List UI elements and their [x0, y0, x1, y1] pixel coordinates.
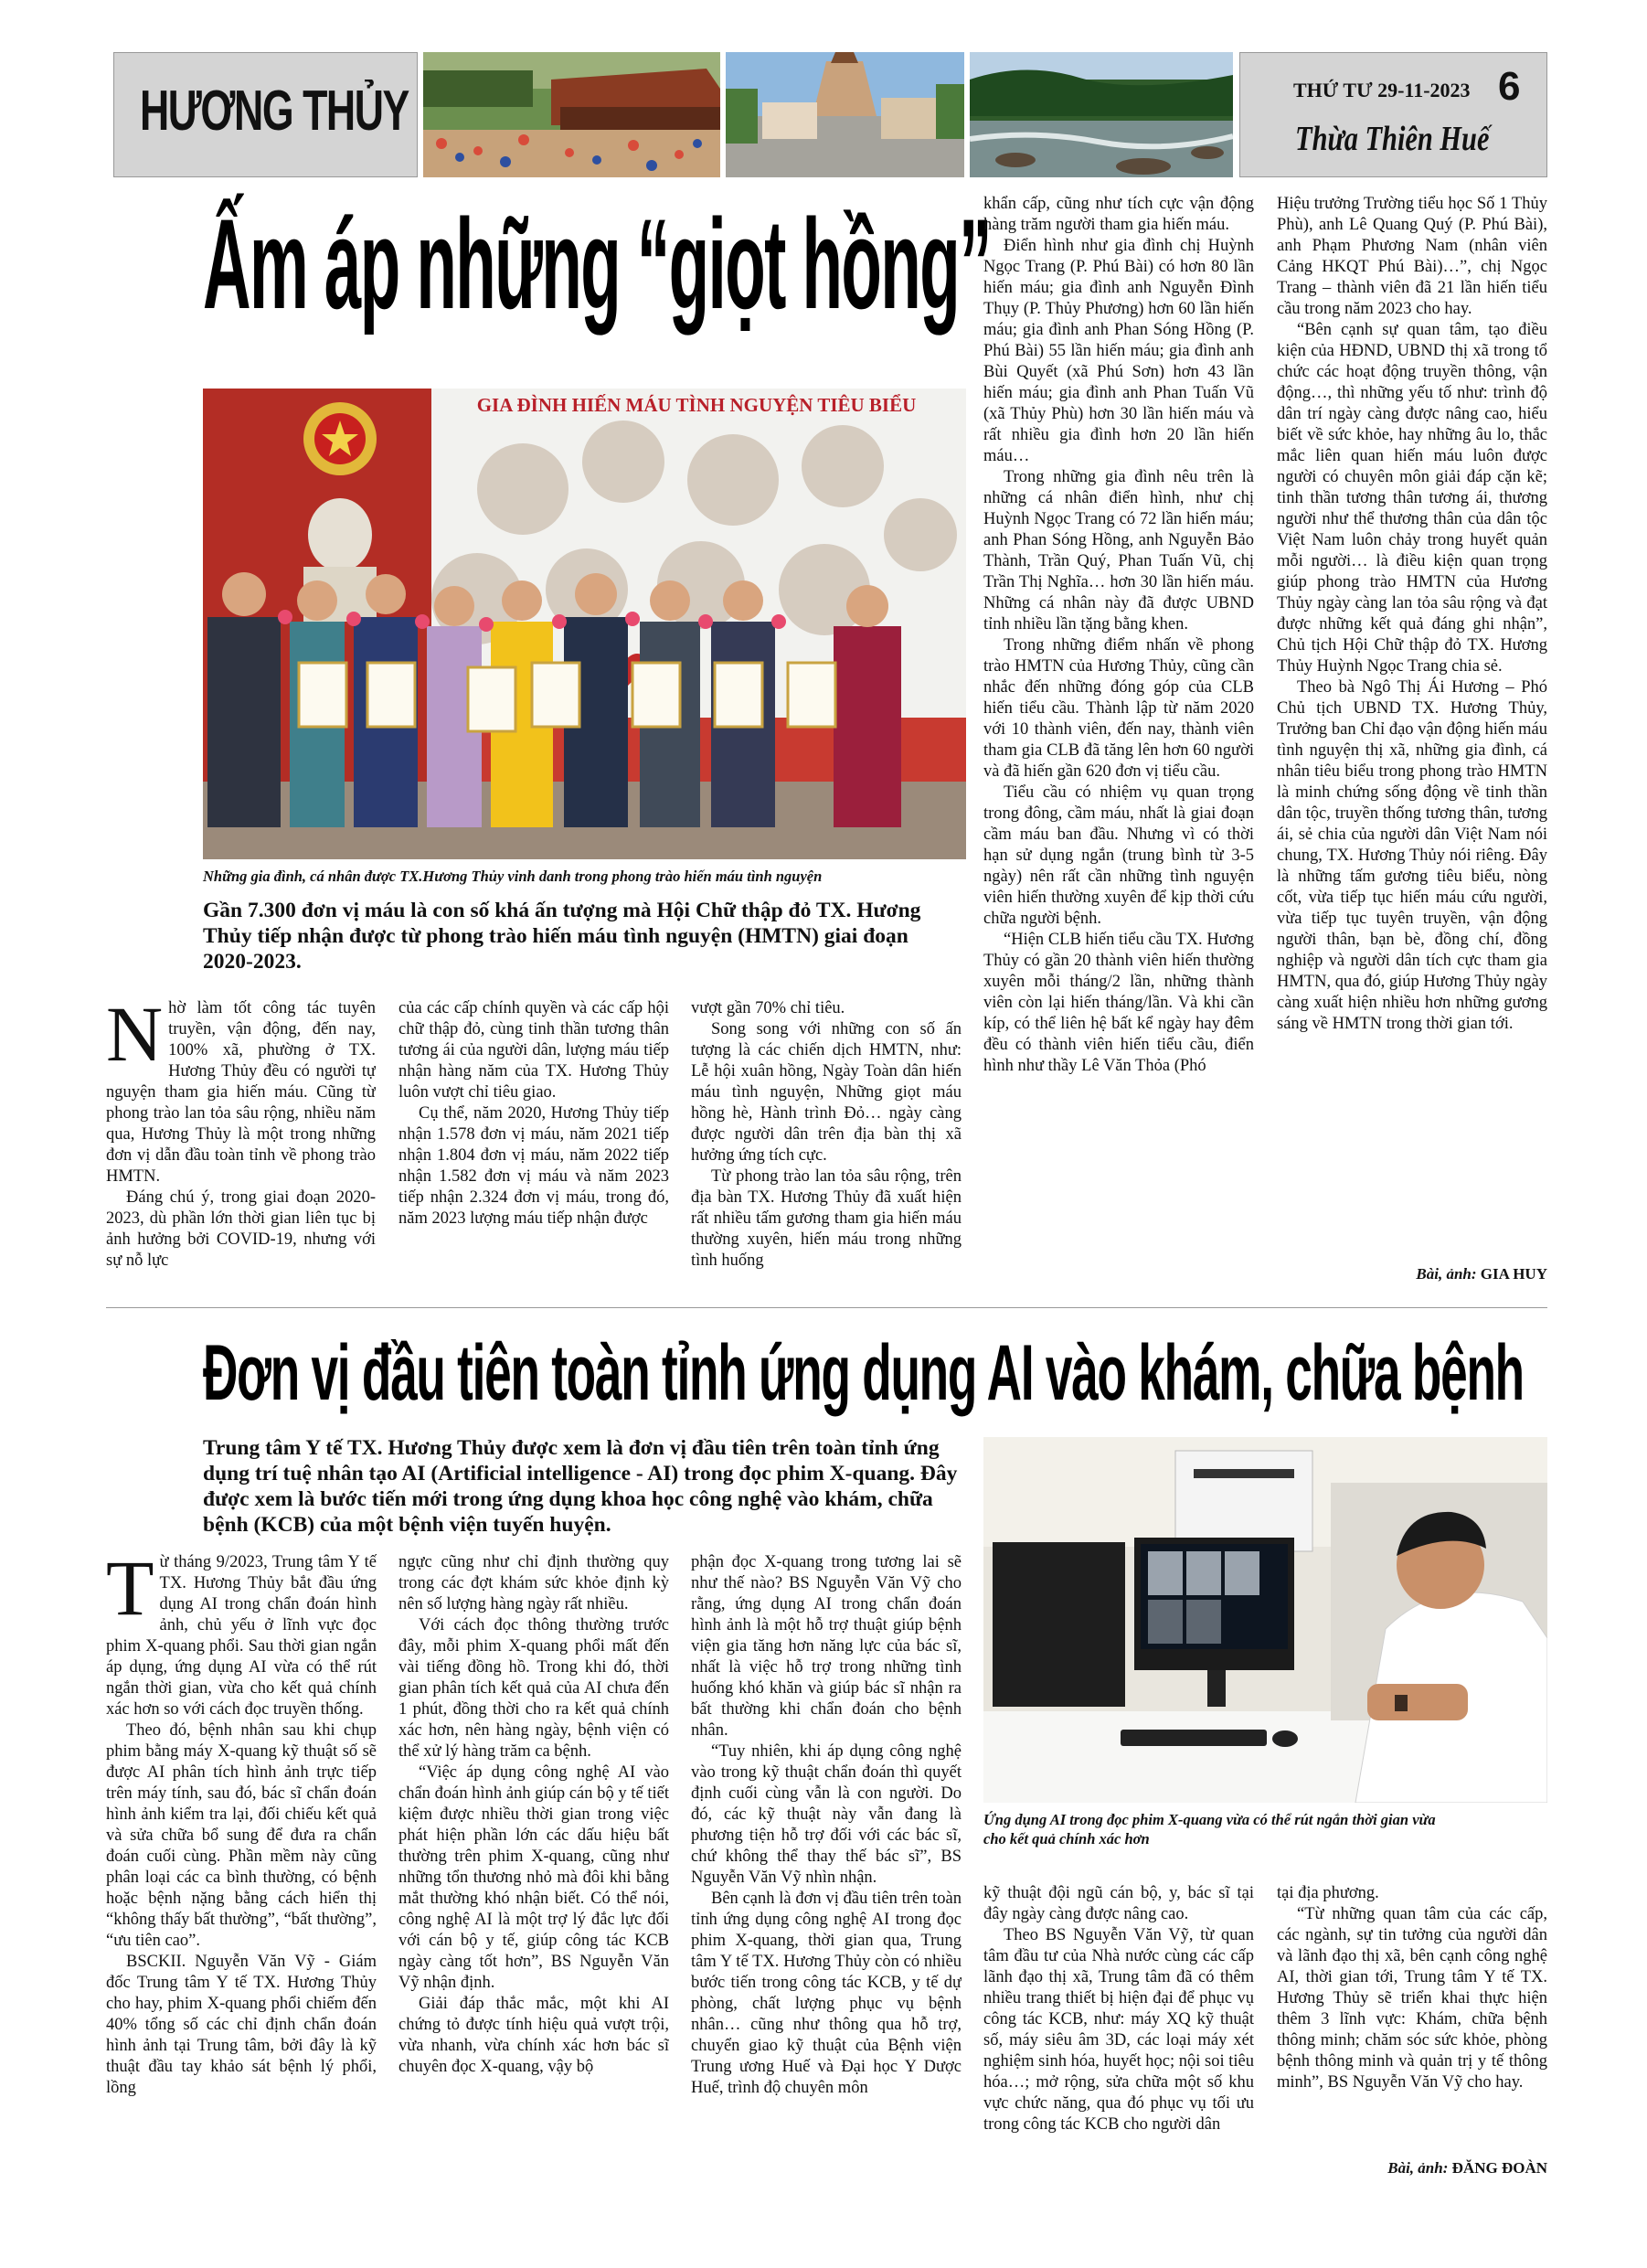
photo-banner-text: GIA ĐÌNH HIẾN MÁU TÌNH NGUYỆN TIÊU BIỂU — [476, 394, 917, 416]
paragraph: “Hiện CLB hiến tiểu cầu TX. Hương Thủy có gần 20 thành viên hiến thường xuyên mỗi tháng/2 lần, những thành viên còn lại hiến tháng/lần. Và khi cần kíp, có thể liên hệ bất kể ngày hay đêm đều có thành viên hiến tiểu cầu, điển hình như thầy Lê Văn Thỏa (Phó — [983, 931, 1254, 1075]
article1-title: Ấm áp những “giọt hồng” — [203, 192, 991, 335]
blood-donor-ceremony-photo — [203, 389, 966, 859]
paragraph: ừ tháng 9/2023, Trung tâm Y tế TX. Hương Thủy bắt đầu ứng dụng AI trong chẩn đoán hình ảnh, chủ yếu ở lĩnh vực đọc phim X-quang phổi. Sau thời gian ngắn áp dụng, ứng dụng AI vừa có thể rút ngắn thời gian, vừa cho kết quả chính xác hơn so với cách đọc truyền thống. — [106, 1553, 377, 1719]
article2-dropcap: T — [106, 1552, 154, 1632]
article1-caption: Những gia đình, cá nhân được TX.Hương Thủy vinh danh trong phong trào hiến máu tình nguyện — [203, 868, 823, 885]
paragraph: kỹ thuật đội ngũ cán bộ, y, bác sĩ tại đây ngày càng được nâng cao. — [983, 1884, 1254, 1923]
paragraph: “Việc áp dụng công nghệ AI vào chẩn đoán hình ảnh giúp cán bộ y tế tiết kiệm được nhiều thời gian trong việc phát hiện phần lớn các dấu hiệu bất thường trên phim X-quang, cũng như những tổn thương nhỏ mà đôi khi bằng mắt thường khó nhận biết. Có thể nói, công nghệ AI là một trợ lý đắc lực đối với cán bộ y tế, giúp công tác KCB ngày càng tốt hơn”, BS Nguyễn Văn Vỹ nhận định. — [398, 1763, 669, 1992]
paragraph: Cụ thể, năm 2020, Hương Thủy tiếp nhận 1.578 đơn vị máu, năm 2021 tiếp nhận 1.804 đơn vị máu, năm 2022 tiếp nhận 1.582 đơn vị máu và năm 2023 tiếp nhận 2.324 đơn vị máu, trong đó, năm 2023 lượng máu tiếp nhận được — [398, 1104, 669, 1228]
paragraph: Theo BS Nguyễn Văn Vỹ, từ quan tâm đầu tư của Nhà nước cùng các cấp lãnh đạo thị xã, Trung tâm đã có thêm nhiều trang thiết bị hiện đại để phục vụ công tác KCB, như: máy XQ kỹ thuật số, máy siêu âm 3D, các loại máy xét nghiệm sinh hóa, huyết học; nội soi tiêu hóa…; mở rộng, sửa chữa một số khu vực chức năng, qua đó phục vụ tối ưu trong công tác KCB cho người dân — [983, 1926, 1254, 2134]
issue-date: THỨ TƯ 29-11-2023 — [1293, 79, 1471, 101]
article1-column-3 — [691, 998, 962, 1289]
paragraph: Hiệu trưởng Trường tiểu học Số 1 Thủy Phù), anh Lê Quang Quý (P. Phú Bài), anh Phạm Phương Nam (nhân viên Cảng HKQT Phú Bài)…”, chị Ngọc Trang – thành viên đã 21 lần hiến tiểu cầu trong năm 2023 cho hay. — [1277, 195, 1547, 318]
paragraph: Bên cạnh là đơn vị đầu tiên trên toàn tỉnh ứng dụng công nghệ AI trong đọc phim X-quang, thời gian qua, Trung tâm Y tế TX. Hương Thủy còn có nhiều bước tiến trong công tác KCB, y tế dự phòng, chất lượng phục vụ bệnh nhân… cũng như thông qua hỗ trợ, chuyển giao kỹ thuật của Bệnh viện Trung ương Huế và Đại học Y Dược Huế, trình độ chuyên môn — [691, 1890, 962, 2097]
section-title: HƯƠNG THỦY — [140, 80, 409, 143]
paragraph: Với cách đọc thông thường trước đây, mỗi phim X-quang phổi mất đến vài tiếng đồng hồ. Trong khi đó, thời gian phân tích kết quả của AI chưa đến 1 phút, đồng thời cho ra kết quả chính xác hơn, nên hàng ngày, bệnh viện có thể xử lý hàng trăm ca bệnh. — [398, 1616, 669, 1761]
paragraph: Trong những gia đình nêu trên là những cá nhân điển hình, như chị Huỳnh Ngọc Trang có 72 lần hiến máu; anh Phan Sóng Hồng, anh Nguyễn Bảo Thành, Trần Quý, Phan Tuấn Vũ, chị Trần Thị Nghĩa… hơn 30 lần hiến máu. Những cá nhân này đã được UBND tỉnh nhiều lần tặng bằng khen. — [983, 468, 1254, 634]
paragraph: Theo đó, bệnh nhân sau khi chụp phim bằng máy X-quang kỹ thuật số sẽ được AI phân tích hình ảnh trực tiếp trên máy tính, sau đó, bác sĩ chẩn đoán hình ảnh kiểm tra lại, đối chiếu kết quả và sửa chữa bổ sung để đưa ra chẩn đoán cuối cùng. Phần mềm này cũng phân loại các ca bình thường, có bệnh hoặc bệnh nặng bằng cách hiển thị “không thấy bất thường”, “bất thường”, “ưu tiên cao”. — [106, 1721, 377, 1950]
section-header-box — [113, 52, 418, 177]
article1-photo — [203, 389, 966, 859]
paragraph: tại địa phương. — [1277, 1884, 1379, 1902]
paragraph: của các cấp chính quyền và các cấp hội chữ thập đỏ, cùng tinh thần tương thân tương ái của người dân, lượng máu tiếp nhận hàng năm của TX. Hương Thủy luôn vượt chỉ tiêu giao. — [398, 999, 669, 1102]
article1-column-5 — [1277, 194, 1547, 1254]
paragraph: khẩn cấp, cũng như tích cực vận động hàng trăm người tham gia hiến máu. — [983, 195, 1254, 234]
byline-author: GIA HUY — [1480, 1265, 1547, 1283]
article2-column-3 — [691, 1552, 962, 2183]
article2-column-4 — [983, 1883, 1254, 2183]
paragraph: Từ phong trào lan tỏa sâu rộng, trên địa bàn TX. Hương Thủy đã xuất hiện rất nhiều tấm gương tham gia hiến máu thường xuyên, hiến máu trong những tình huống — [691, 1167, 962, 1270]
xray-workstation-photo — [983, 1437, 1547, 1803]
article2-lead: Trung tâm Y tế TX. Hương Thủy được xem là đơn vị đầu tiên trên toàn tỉnh ứng dụng trí tuệ nhân tạo AI (Artificial intelligence - AI) trong đọc phim X-quang. Đây được xem là bước tiến mới trong ứng dụng khoa học công nghệ vào khám, chữa bệnh (KCB) của một bệnh viện tuyến huyện. — [203, 1436, 958, 1537]
paragraph: hờ làm tốt công tác tuyên truyền, vận động, đến nay, 100% xã, phường ở TX. Hương Thủy đều có người tự nguyện tham gia hiến máu. Cũng từ phong trào lan tỏa sâu rộng, nhiều năm qua, Hương Thủy là một trong những đơn vị dẫn đầu toàn tỉnh về phong trào HMTN. — [106, 999, 376, 1186]
article2-photo — [983, 1437, 1547, 1803]
paragraph: Giải đáp thắc mắc, một khi AI chứng tỏ được tính hiệu quả vượt trội, vừa nhanh, vừa chính xác hơn bác sĩ chuyên đọc X-quang, vậy bộ — [398, 1995, 669, 2076]
paragraph: Tiểu cầu có nhiệm vụ quan trọng trong đông, cầm máu, nhất là giai đoạn cầm máu ban đầu. Nhưng vì có thời hạn sử dụng ngắn (trung bình từ 3-5 ngày) nên rất cần những tình nguyện viên hiến thường xuyên để kịp thời cứu chữa người bệnh. — [983, 783, 1254, 928]
article2-title: Đơn vị đầu tiên toàn tỉnh ứng dụng AI vào khám, chữa bệnh — [203, 1329, 1524, 1417]
header-photo-tower — [726, 52, 964, 177]
river-forest-photo — [970, 52, 1233, 177]
paragraph: “Tuy nhiên, khi áp dụng công nghệ vào trong kỹ thuật chẩn đoán thì quyết định cuối cùng vẫn là con người. Do đó, các kỹ thuật này vẫn đang là phương tiện hỗ trợ đối với các bác sĩ, chứ không thể thay thế bác sĩ”, BS Nguyễn Văn Vỹ nhìn nhận. — [691, 1742, 962, 1887]
article1-dropcap: N — [106, 998, 164, 1078]
paragraph: BSCKII. Nguyễn Văn Vỹ - Giám đốc Trung tâm Y tế TX. Hương Thủy cho hay, phim X-quang phổi chiếm đến 40% tổng số các chỉ định chẩn đoán hình ảnh tại Trung tâm, bởi đây là kỹ thuật đầu tay khảo sát bệnh lý phổi, lồng — [106, 1953, 377, 2097]
masthead-box — [1239, 52, 1547, 177]
paragraph: Đáng chú ý, trong giai đoạn 2020-2023, dù phần lớn thời gian liên tục bị ảnh hưởng bởi COVID-19, nhưng với sự nỗ lực — [106, 1188, 376, 1270]
article1-column-2 — [398, 998, 669, 1289]
tower-street-photo — [726, 52, 964, 177]
article2-column-1 — [106, 1552, 377, 2183]
paragraph: “Bên cạnh sự quan tâm, tạo điều kiện của HĐND, UBND thị xã trong tổ chức các hoạt động truyền thông, vận động…, thì những yếu tố như: trình độ dân trí ngày càng được nâng cao, hiểu biết về sức khỏe, hay những âu lo, thắc mắc liên quan hiến máu luôn được người có chuyên môn giải đáp cặn kẽ; tinh thần tương thân tương ái, thương người như thể thương thân của dân tộc Việt Nam luôn chảy trong huyết quản mỗi người… là điều kiện quan trọng giúp phong trào HMTN của Hương Thủy ngày càng lan tỏa sâu rộng và đạt được những kết quả đáng ghi nhận”, Chủ tịch Hội Chữ thập đỏ TX. Hương Thủy Huỳnh Ngọc Trang chia sẻ. — [1277, 321, 1547, 676]
article1-lead: Gần 7.300 đơn vị máu là con số khá ấn tượng mà Hội Chữ thập đỏ TX. Hương Thủy tiếp nhận được từ phong trào hiến máu tình nguyện (HMTN) giai đoạn 2020-2023. — [203, 899, 921, 974]
newspaper-name: Thừa Thiên Huế — [1295, 120, 1490, 158]
article2-byline — [1277, 2159, 1547, 2177]
byline-label: Bài, ảnh: — [1416, 1265, 1477, 1283]
article2-column-2 — [398, 1552, 669, 2183]
byline-label: Bài, ảnh: — [1387, 2159, 1449, 2177]
byline-author: ĐĂNG ĐOÀN — [1451, 2159, 1547, 2177]
paragraph: Trong những điểm nhấn về phong trào HMTN của Hương Thủy, cũng cần nhắc đến những đóng góp của CLB hiến tiểu cầu. Thành lập từ năm 2020 với 10 thành viên, đến nay, thành viên tham gia CLB đã tăng lên hơn 60 người và đã hiến gần 620 đơn vị tiểu cầu. — [983, 636, 1254, 781]
article2-column-5 — [1277, 1883, 1547, 2157]
bridge-market-photo — [423, 52, 720, 177]
paragraph: Song song với những con số ấn tượng là các chiến dịch HMTN, như: Lễ hội xuân hồng, Ngày Toàn dân hiến máu tình nguyện, Những giọt máu hồng hè, Hành trình Đỏ… ngày càng được người dân trên địa bàn thị xã hưởng ứng tích cực. — [691, 1020, 962, 1165]
paragraph: Theo bà Ngô Thị Ái Hương – Phó Chủ tịch UBND TX. Hương Thủy, Trưởng ban Chỉ đạo vận động hiến máu tình nguyện thị xã, những gia đình, cá nhân tiêu biểu trong phong trào HMTN là minh chứng sống động về tinh thần dân tộc, truyền thống tương thân, tương ái, sẻ chia của người dân Việt Nam nói chung, TX. Hương Thủy nói riêng. Đây là những tấm gương tiêu biểu, nòng cốt, vừa tiếp tục hiến máu cứu người, vừa tiếp tục tuyên truyền, vận động người thân, bạn bè, đồng chí, đồng nghiệp và người dân tích cực tham gia HMTN, qua đó, giúp Hương Thủy ngày càng xuất hiện nhiều hơn những gương sáng về HMTN trong thời gian tới. — [1277, 678, 1547, 1033]
paragraph: Điển hình như gia đình chị Huỳnh Ngọc Trang (P. Phú Bài) có hơn 80 lần hiến máu; gia đình anh Nguyễn Đình Thụy (P. Thủy Phương) hơn 60 lần hiến máu; gia đình anh Phan Sóng Hồng (P. Phú Bài) 55 lần hiến máu; gia đình anh Bùi Quyết (xã Phú Sơn) hơn 43 lần hiến máu; gia đình anh Phan Tuấn Vũ (xã Thủy Phù) hơn 30 lần hiến máu và rất nhiều gia đình hơn 20 lần hiến máu… — [983, 237, 1254, 465]
page-number: 6 — [1498, 64, 1521, 109]
paragraph: “Từ những quan tâm của các cấp, các ngành, sự tin tưởng của người dân và lãnh đạo thị xã, bên cạnh công nghệ AI, thời gian tới, Trung tâm Y tế TX. Hương Thủy sẽ triển khai thực hiện thêm 3 lĩnh vực: Khám, chữa bệnh thông minh; chăm sóc sức khỏe, phòng bệnh thông minh và quản trị y tế thông minh”, BS Nguyễn Văn Vỹ cho hay. — [1277, 1905, 1547, 2092]
paragraph: ngực cũng như chỉ định thường quy trong các đợt khám sức khỏe định kỳ nên số lượng hàng ngày rất nhiều. — [398, 1553, 669, 1613]
article1-byline — [1277, 1265, 1547, 1283]
article1-column-4 — [983, 194, 1254, 1289]
paragraph: vượt gần 70% chỉ tiêu. — [691, 999, 845, 1017]
article2-caption: Ứng dụng AI trong đọc phim X-quang vừa có thể rút ngắn thời gian vừa cho kết quả chính xác hơn — [983, 1811, 1436, 1847]
header-photo-river — [970, 52, 1233, 177]
article-divider — [106, 1307, 1547, 1308]
header-photo-bridge — [423, 52, 720, 177]
article1-column-1 — [106, 998, 376, 1289]
paragraph: phận đọc X-quang trong tương lai sẽ như thế nào? BS Nguyễn Văn Vỹ cho rằng, ứng dụng AI trong chẩn đoán hình ảnh là một hỗ trợ thuật giúp bệnh viện gia tăng hơn năng lực của bác sĩ, nhất là việc hỗ trợ trong những tình huống khó khăn và giúp bác sĩ nhận ra bất thường khi chẩn đoán cho bệnh nhân. — [691, 1553, 962, 1740]
